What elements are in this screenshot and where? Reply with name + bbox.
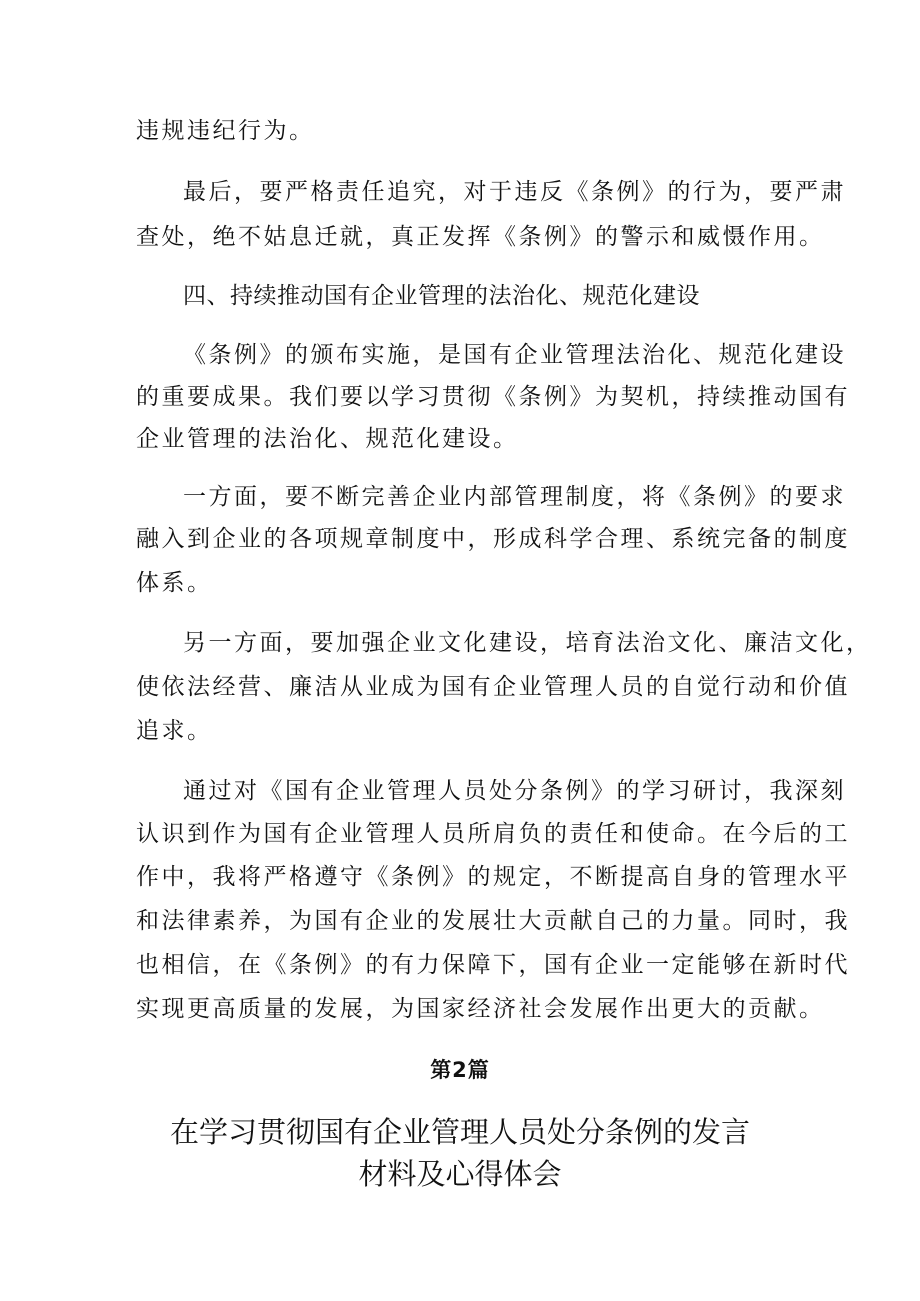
paragraph-line: 体系。: [136, 570, 213, 596]
paragraph-line: 作中，我将严格遵守《条例》的规定，不断提高自身的管理水平: [136, 864, 850, 890]
section-heading: 四、持续推动国有企业管理的法治化、规范化建设: [183, 283, 700, 309]
paragraph-line: 另一方面，要加强企业文化建设，培育法治文化、廉洁文化，: [183, 630, 872, 656]
paragraph-line: 融入到企业的各项规章制度中，形成科学合理、系统完备的制度: [136, 526, 850, 552]
chapter-label: 第2篇: [430, 1058, 490, 1082]
paragraph-line: 使依法经营、廉洁从业成为国有企业管理人员的自觉行动和价值: [136, 674, 850, 700]
paragraph-line: 实现更高质量的发展，为国家经济社会发展作出更大的贡献。: [136, 996, 825, 1022]
paragraph-line: 最后，要严格责任追究，对于违反《条例》的行为，要严肃: [183, 179, 846, 205]
paragraph-line: 认识到作为国有企业管理人员所肩负的责任和使命。在今后的工: [136, 821, 850, 847]
document-title-line-1: 在学习贯彻国有企业管理人员处分条例的发言: [169, 1115, 750, 1149]
paragraph-line: 追求。: [136, 718, 213, 744]
paragraph-line: 也相信，在《条例》的有力保障下，国有企业一定能够在新时代: [136, 952, 850, 978]
paragraph-line: 查处，绝不姑息迁就，真正发挥《条例》的警示和威慑作用。: [136, 224, 825, 250]
paragraph-line: 和法律素养，为国有企业的发展壮大贡献自己的力量。同时，我: [136, 908, 850, 934]
paragraph-line: 的重要成果。我们要以学习贯彻《条例》为契机，持续推动国有: [136, 384, 850, 410]
paragraph-line: 企业管理的法治化、规范化建设。: [136, 426, 519, 452]
document-title-line-2: 材料及心得体会: [358, 1157, 562, 1191]
paragraph-line: 违规违纪行为。: [136, 118, 315, 144]
paragraph-line: 《条例》的颁布实施，是国有企业管理法治化、规范化建设: [183, 342, 846, 368]
paragraph-line: 一方面，要不断完善企业内部管理制度，将《条例》的要求: [183, 484, 846, 510]
paragraph-line: 通过对《国有企业管理人员处分条例》的学习研讨，我深刻: [183, 778, 846, 804]
